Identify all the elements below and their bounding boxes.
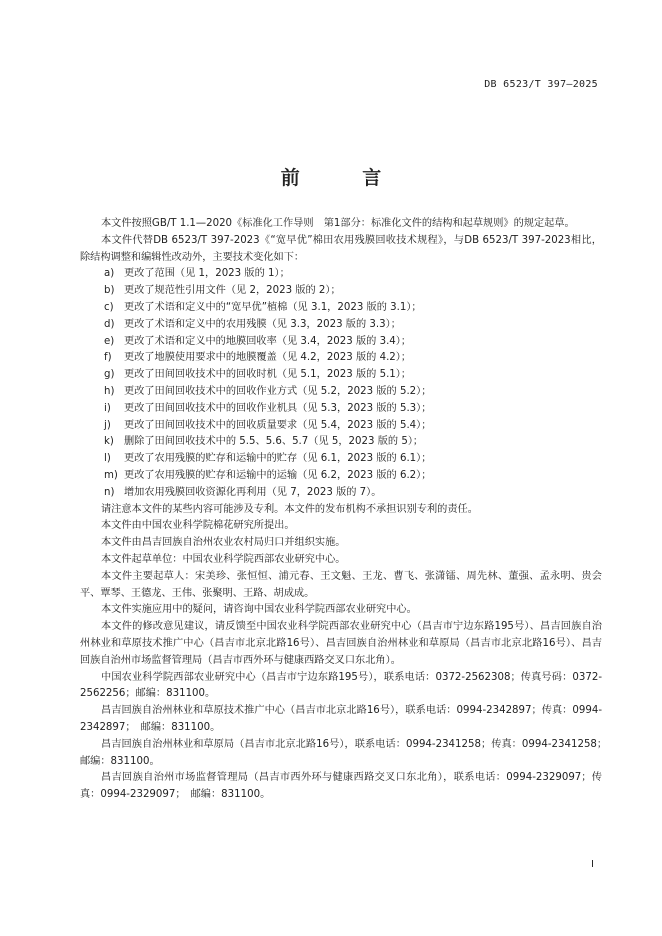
list-item: [80, 434, 602, 451]
list-item-text: 增加农用残膜回收资源化再利用（见 7，2023 版的 7）。: [124, 486, 382, 498]
list-marker: f): [104, 352, 112, 364]
list-marker: n): [104, 486, 115, 498]
list-item: [80, 334, 602, 351]
paragraph-replacement-note: 本文件代替DB 6523/T 397-2023《“宽早优”棉田农用残膜回收技术规程》，与DB 6523/T 397-2023相比，除结构调整和编辑性改动外，主要技术变化如下：: [80, 234, 602, 263]
list-marker: e): [104, 335, 115, 347]
list-item: [80, 451, 602, 468]
list-item-text: 更改了术语和定义中的地膜回收率（见 3.4，2023 版的 3.4）；: [124, 335, 412, 347]
list-item-text: 更改了地膜使用要求中的地膜覆盖（见 4.2，2023 版的 4.2）；: [124, 352, 412, 364]
list-item-text: 删除了田间回收技术中的 5.5、5.6、5.7（见 5，2023 版的 5）；: [124, 436, 424, 448]
list-item-text: 更改了田间回收技术中的回收时机（见 5.1，2023 版的 5.1）；: [124, 369, 412, 381]
contact-western-research-center: 中国农业科学院西部农业研究中心（昌吉市宁边东路195号），联系电话：0372-2562308；传真号码：0372-2562256；邮编：831100。: [80, 671, 602, 700]
changes-list: [80, 266, 602, 501]
paragraph-proposer: 本文件由中国农业科学院棉花研究所提出。: [101, 520, 295, 532]
contact-forestry-extension-center: 昌吉回族自治州林业和草原技术推广中心（昌吉市北京北路16号），联系电话：0994-2342897；传真：0994-2342897； 邮编：831100。: [80, 705, 602, 733]
paragraph-feedback: 本文件的修改意见建议，请反馈至中国农业科学院西部农业研究中心（昌吉市宁边东路195号）、昌吉回族自治州林业和草原技术推广中心（昌吉市北京北路16号）、昌吉回族自治州林业和草原局（昌吉市北京北路16号）、昌吉回族自治州市场监督管理局（昌吉市西外环与健康西路交叉口东北角）。: [80, 621, 602, 666]
list-item: [80, 401, 602, 418]
paragraph-inquiry: 本文件实施应用中的疑问，请咨询中国农业科学院西部农业研究中心。: [101, 604, 417, 616]
contact-market-supervision-bureau: 昌吉回族自治州市场监督管理局（昌吉市西外环与健康西路交叉口东北角），联系电话：0994-2329097；传真：0994-2329097； 邮编：831100。: [80, 772, 602, 801]
list-item: [80, 350, 602, 367]
list-marker: d): [104, 318, 115, 330]
paragraph-drafting-unit: 本文件起草单位：中国农业科学院西部农业研究中心。: [101, 553, 346, 565]
contact-forestry-bureau: 昌吉回族自治州林业和草原局（昌吉市北京北路16号），联系电话：0994-2341258；传真：0994-2341258； 邮编：831100。: [80, 738, 613, 767]
page-number: I: [591, 859, 594, 870]
list-marker: a): [104, 268, 115, 280]
list-item: [80, 384, 602, 401]
list-item: [80, 418, 602, 435]
list-item-text: 更改了农用残膜的贮存和运输中的运输（见 6.2，2023 版的 6.2）；: [124, 469, 432, 481]
list-item-text: 更改了田间回收技术中的回收作业机具（见 5.3，2023 版的 5.3）；: [124, 402, 432, 414]
document-code: DB 6523/T 397—2025: [484, 79, 598, 90]
list-item: [80, 300, 602, 317]
list-item: [80, 468, 602, 485]
list-marker: b): [104, 285, 115, 297]
list-item-text: 更改了规范性引用文件（见 2，2023 版的 2）；: [124, 285, 341, 297]
list-marker: j): [104, 419, 111, 431]
foreword-body: [80, 216, 613, 804]
list-item-text: 更改了田间回收技术中的回收质量要求（见 5.4，2023 版的 5.4）；: [124, 419, 432, 431]
list-marker: c): [104, 301, 114, 313]
list-marker: m): [104, 469, 118, 481]
list-item-text: 更改了术语和定义中的“宽早优”植棉（见 3.1，2023 版的 3.1）；: [124, 301, 422, 313]
paragraph-patent-notice: 请注意本文件的某些内容可能涉及专利。本文件的发布机构不承担识别专利的责任。: [101, 503, 478, 515]
page-title: 前 言: [280, 167, 410, 189]
paragraph-drafting-basis: 本文件按照GB/T 1.1—2020《标准化工作导则 第1部分：标准化文件的结构和起草规则》的规定起草。: [101, 218, 575, 229]
list-item: [80, 283, 602, 300]
paragraph-administrator: 本文件由昌吉回族自治州农业农村局归口并组织实施。: [101, 537, 346, 549]
list-item-text: 更改了范围（见 1，2023 版的 1）；: [124, 268, 290, 280]
paragraph-drafters: 本文件主要起草人：宋美珍、张恒恒、浦元春、王文魁、王龙、曹飞、张潇镭、周先林、董强、孟永明、贵会平、覃琴、王德龙、王伟、张聚明、王路、胡成成。: [80, 570, 602, 599]
list-item-text: 更改了田间回收技术中的回收作业方式（见 5.2，2023 版的 5.2）；: [124, 385, 432, 397]
list-item-text: 更改了农用残膜的贮存和运输中的贮存（见 6.1，2023 版的 6.1）；: [124, 453, 432, 465]
list-item: [80, 367, 602, 384]
list-item: [80, 266, 602, 283]
list-marker: g): [104, 369, 115, 381]
list-marker: l): [104, 453, 111, 465]
list-marker: k): [104, 436, 114, 448]
list-marker: h): [104, 385, 115, 397]
list-item-text: 更改了术语和定义中的农用残膜（见 3.3，2023 版的 3.3）；: [124, 318, 401, 330]
list-item: [80, 317, 602, 334]
list-marker: i): [104, 402, 111, 414]
list-item: [80, 485, 602, 502]
